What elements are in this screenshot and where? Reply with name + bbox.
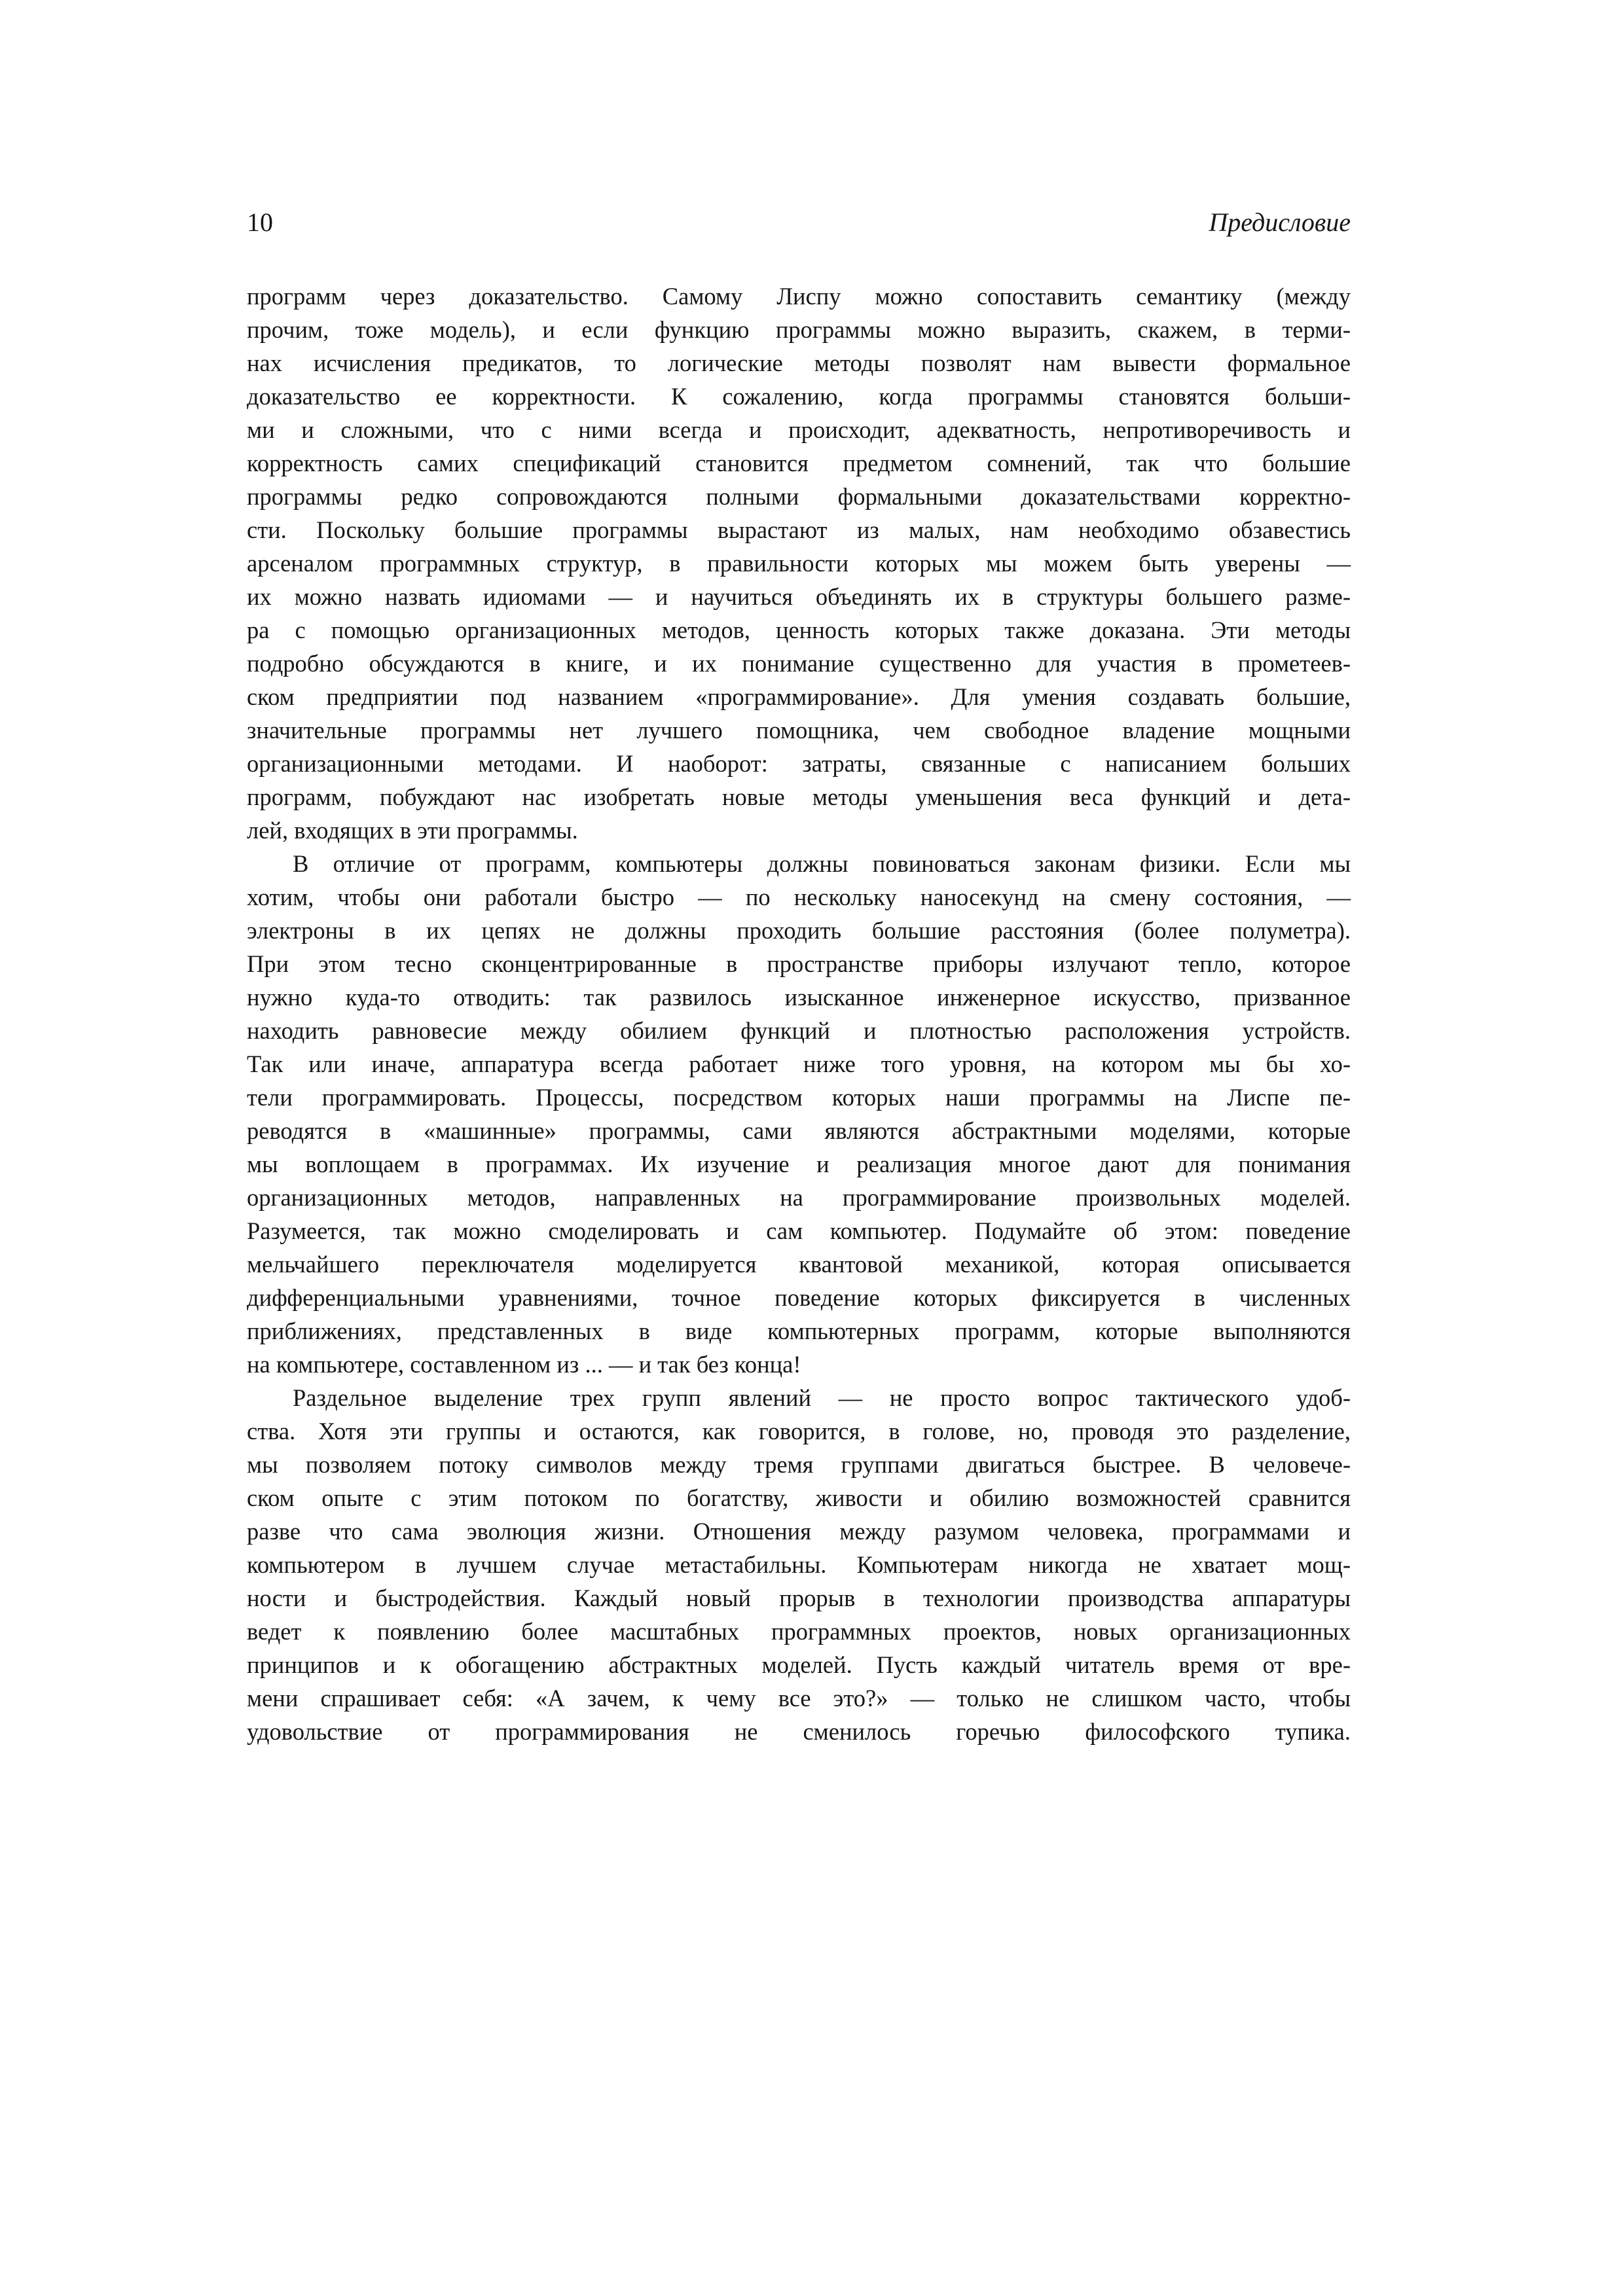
text-line: разве что сама эволюция жизни. Отношения между разумом человека, программами и [247,1518,1351,1545]
text-line: прочим, тоже модель), и если функцию программы можно выразить, скажем, в терми- [247,316,1351,343]
text-line: мельчайшего переключателя моделируется квантовой механикой, которая описывается [247,1251,1351,1278]
text-line: электроны в их цепях не должны проходить большие расстояния (более полуметра). [247,917,1351,944]
text-line: организационными методами. И наоборот: затраты, связанные с написанием больших [247,750,1351,777]
text-line: доказательство ее корректности. К сожалению, когда программы становятся больши- [247,383,1351,410]
text-line: их можно назвать идиомами — и научиться объединять их в структуры большего разме- [247,583,1351,610]
text-line: Разумеется, так можно смоделировать и сам компьютер. Подумайте об этом: поведение [247,1217,1351,1244]
text-line: программы редко сопровождаются полными формальными доказательствами корректно- [247,483,1351,510]
text-line: Так или иначе, аппаратура всегда работает ниже того уровня, на котором мы бы хо- [247,1050,1351,1077]
text-line: на компьютере, составленном из ... — и так без конца! [247,1351,801,1378]
text-line: ском предприятии под названием «программирование». Для умения создавать большие, [247,683,1351,710]
text-line: сти. Поскольку большие программы вырастают из малых, нам необходимо обзавестись [247,516,1351,543]
text-line: нах исчисления предикатов, то логические методы позволят нам вывести формальное [247,350,1351,376]
text-line: арсеналом программных структур, в правильности которых мы можем быть уверены — [247,550,1351,577]
text-line: мени спрашивает себя: «А зачем, к чему все это?» — только не слишком часто, чтобы [247,1685,1351,1712]
text-line: мы воплощаем в программах. Их изучение и реализация многое дают для понимания [247,1151,1351,1177]
text-line: мы позволяем потоку символов между тремя группами двигаться быстрее. В человече- [247,1451,1351,1478]
text-line: хотим, чтобы они работали быстро — по нескольку наносекунд на смену состояния, — [247,884,1351,910]
text-line: подробно обсуждаются в книге, и их понимание существенно для участия в прометеев- [247,650,1351,677]
text-line: ском опыте с этим потоком по богатству, живости и обилию возможностей сравнится [247,1484,1351,1511]
text-line: программ через доказательство. Самому Лиспу можно сопоставить семантику (между [247,283,1351,310]
text-line: находить равновесие между обилием функций и плотностью расположения устройств. [247,1017,1351,1044]
text-line: приближениях, представленных в виде компьютерных программ, которые выполняются [247,1318,1351,1344]
text-line: лей, входящих в эти программы. [247,817,578,844]
text-line: При этом тесно сконцентрированные в пространстве приборы излучают тепло, которое [247,950,1351,977]
text-line: программ, побуждают нас изобретать новые методы уменьшения веса функций и дета- [247,783,1351,810]
text-line: В отличие от программ, компьютеры должны повиноваться законам физики. Если мы [293,850,1351,877]
text-line: удовольствие от программирования не сменилось горечью философского тупика. [247,1718,1351,1745]
text-line: корректность самих спецификаций становится предметом сомнений, так что большие [247,450,1351,476]
text-line: ства. Хотя эти группы и остаются, как говорится, в голове, но, проводя это разделение, [247,1418,1351,1444]
page-number: 10 [247,207,273,237]
text-line: значительные программы нет лучшего помощника, чем свободное владение мощными [247,717,1351,744]
text-line: ведет к появлению более масштабных программных проектов, новых организационных [247,1618,1351,1645]
text-line: ности и быстродействия. Каждый новый прорыв в технологии производства аппаратуры [247,1585,1351,1611]
text-line: реводятся в «машинные» программы, сами являются абстрактными моделями, которые [247,1117,1351,1144]
text-line: нужно куда-то отводить: так развилось изысканное инженерное искусство, призванное [247,984,1351,1011]
running-head: Предисловие [1209,207,1351,237]
text-line: принципов и к обогащению абстрактных моделей. Пусть каждый читатель время от вре- [247,1651,1351,1678]
text-line: компьютером в лучшем случае метастабильны. Компьютерам никогда не хватает мощ- [247,1551,1351,1578]
text-line: дифференциальными уравнениями, точное поведение которых фиксируется в численных [247,1284,1351,1311]
text-line: тели программировать. Процессы, посредством которых наши программы на Лиспе пе- [247,1084,1351,1111]
text-line: организационных методов, направленных на программирование произвольных моделей. [247,1184,1351,1211]
text-line [247,1748,1351,1782]
text-line: ра с помощью организационных методов, ценность которых также доказана. Эти методы [247,617,1351,643]
text-line: ми и сложными, что с ними всегда и происходит, адекватность, непротиворечивость и [247,416,1351,443]
text-line: Раздельное выделение трех групп явлений — не просто вопрос тактического удоб- [293,1384,1351,1411]
